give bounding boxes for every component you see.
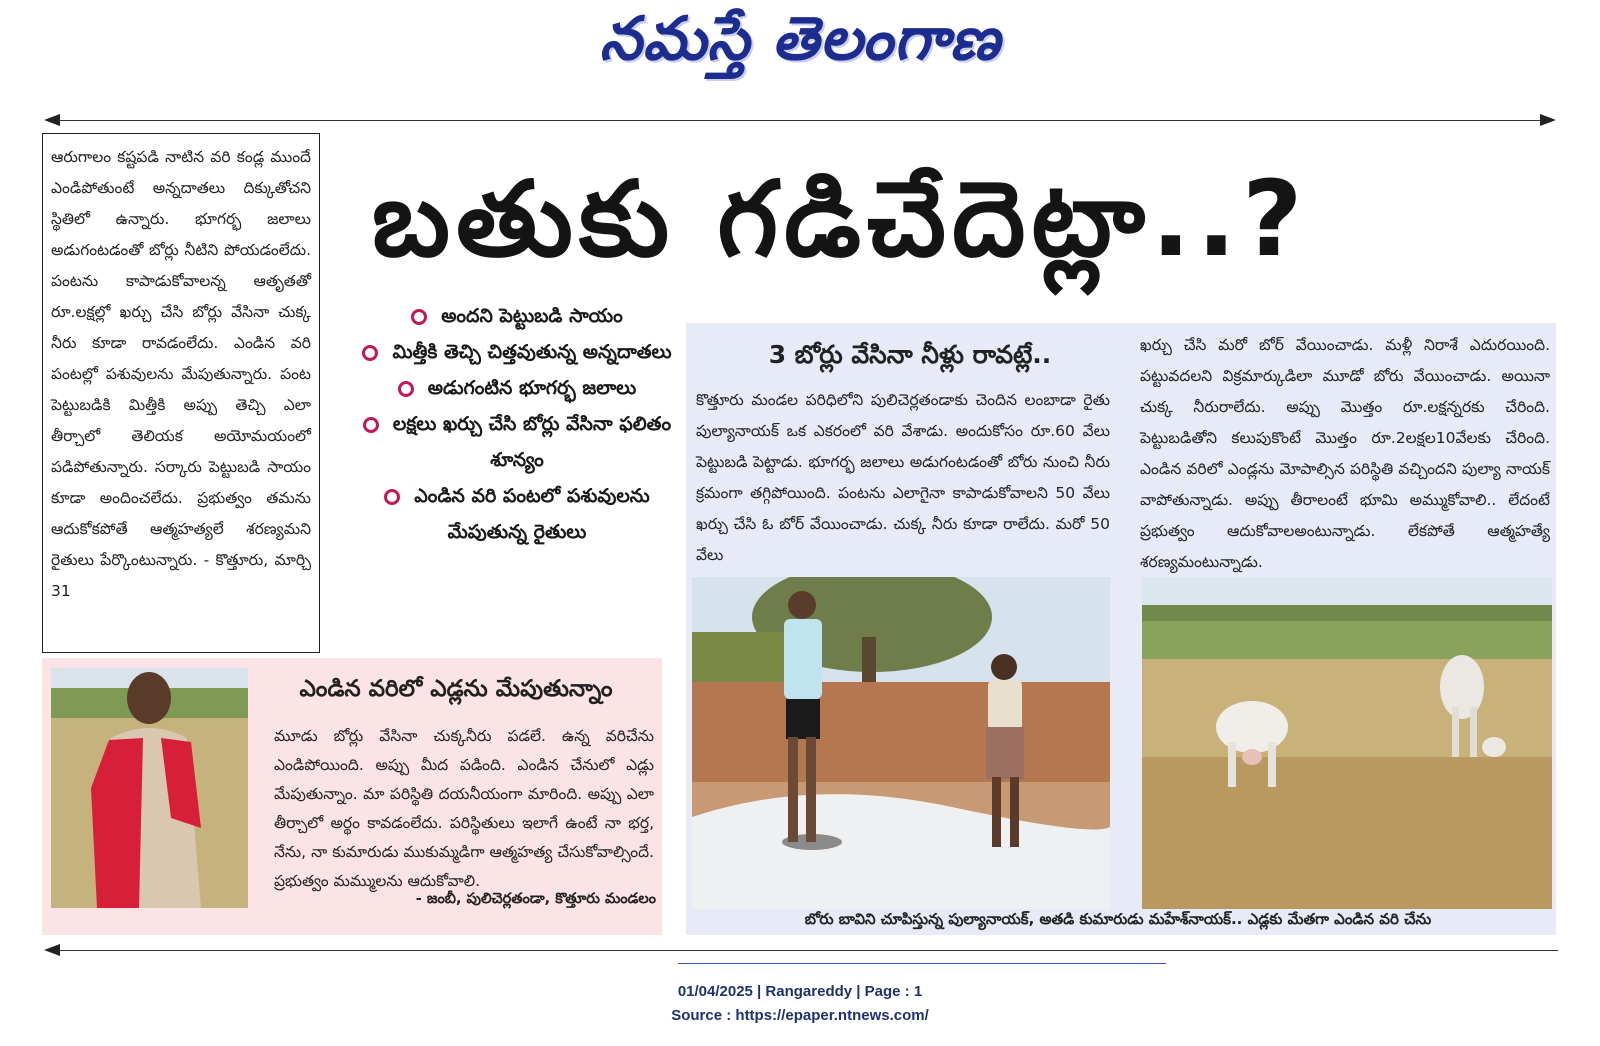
story-subhead: 3 బోర్లు వేసినా నీళ్లు రావట్లే..: [768, 340, 1052, 369]
quote-title: ఎండిన వరిలో ఎడ్లను మేపుతున్నాం: [299, 676, 613, 702]
photo-caption: బోరు బావిని చూపిస్తున్న పుల్యానాయక్, అతడి కుమారుడు మహేశ్‌నాయక్.. ఎడ్లకు మేతగా ఎండిన వరి చేను: [804, 910, 1432, 928]
bullet-icon: [363, 417, 379, 433]
footer-divider: [678, 963, 1166, 964]
borewell-photo: [692, 577, 1110, 909]
bullet-item: అందని పెట్టుబడి సాయం: [362, 298, 672, 334]
bullet-icon: [411, 309, 427, 325]
footer-edition: 01/04/2025 | Rangareddy | Page : 1: [677, 983, 923, 1000]
story-column-2: ఖర్చు చేసి మరో బోర్ వేయించాడు. మళ్లీ నిరాశే ఎదురయింది. పట్టువదలని విక్రమార్కుడిలా మూడో బోరు వేయించాడు. అయినా చుక్క నీరురాలేదు. అప్పు మొత్తం రూ.లక్షన్నరకు చేరింది. పెట్టుబడితోని కలుపుకొంటే మొత్తం రూ.2లక్షల10వేలకు చేరింది. ఎండిన వరిలో ఎండ్లను మోపాల్సిన పరిస్థితి వచ్చిందని పుల్యా నాయక్ వాపోతున్నాడు. అప్పు తీరాలంటే భూమి అమ్ముకోవాలి.. లేదంటే ప్రభుత్వం ఆదుకోవాలఅంటున్నాడు. లేకపోతే ఆత్మహత్యే శరణ్యమంటున్నాడు.: [1140, 336, 1550, 571]
bullet-icon: [384, 489, 400, 505]
intro-column: ఆరుగాలం కష్టపడి నాటిన వరి కండ్ల ముందే ఎండిపోతుంటే అన్నదాతలు దిక్కుతోచని స్థితిలో ఉన్నారు. భూగర్భ జలాలు అడుగంటడంతో బోర్లు నీటిని పోయడంలేదు. పంటను కాపాడుకోవాలన్న ఆతృతతో రూ.లక్షల్లో ఖర్చు చేసి బోర్లు వేసినా చుక్క నీరు కూడా రావడంలేదు. ఎండిన వరి పంటల్లో పశువులను మేపుతున్నారు. పంట పెట్టుబడికి మిత్తీకి అప్పు తెచ్చి ఎలా తీర్చాలో తెలియక అయోమయంలో పడిపోతున్నారు. సర్కారు పెట్టుబడి సాయం కూడా అందించలేదు. ప్రభుత్వం తమను ఆదుకోకపోతే ఆత్మహత్యలే శరణ్యమని రైతులు పేర్కొంటున్నారు. - కొత్తూరు, మార్చి 31: [42, 133, 320, 653]
bullet-item: అడుగంటిన భూగర్భ జలాలు: [362, 370, 672, 406]
highlight-bullets: [362, 298, 672, 550]
bullet-icon: [398, 381, 414, 397]
woman-farmer-photo: [51, 668, 248, 908]
masthead: నమస్తే తెలంగాణ: [599, 4, 1001, 74]
quote-text: మూడు బోర్లు వేసినా చుక్కనీరు పడలే. ఉన్న వరిచేను ఎండిపోయింది. అప్పు మీద పడింది. ఎండిన చేనులో ఎడ్లు మేపుతున్నాం. మా పరిస్థితి దయనీయంగా మారింది. అప్పు ఎలా తీర్చాలో అర్థం కావడంలేదు. పరిస్థితులు ఇలాగే ఉంటే నా భర్త, నేను, నా కుమారుడు ముకుమ్మడిగా ఆత్మహత్య చేసుకోవాల్సిందే. ప్రభుత్వం మమ్ములను ఆదుకోవాలి.: [274, 727, 654, 890]
bullet-item: ఎండిన వరి పంటలో పశువులను మేపుతున్న రైతులు: [362, 478, 672, 550]
quote-signature: - జంబీ, పులిచెర్లతండా, కొత్తూరు మండలం: [415, 891, 656, 907]
top-rule: [58, 120, 1544, 121]
bullet-item: మిత్తీకి తెచ్చి చిత్తవుతున్న అన్నదాతలు: [362, 334, 672, 370]
cattle-photo: [1142, 577, 1552, 909]
bullet-item: లక్షలు ఖర్చు చేసి బోర్లు వేసినా ఫలితం శూన్యం: [362, 406, 672, 478]
bottom-rule: [58, 950, 1558, 951]
story-column-1: కొత్తూరు మండల పరిధిలోని పులిచెర్లతండాకు చెందిన లంబాడా రైతు పుల్యానాయక్ ఒక ఎకరంలో వరి వేశాడు. అందుకోసం రూ.60 వేలు పెట్టుబడి పెట్టాడు. భూగర్భ జలాలు అడుగంటడంతో బోరు నుంచి నీరు క్రమంగా తగ్గిపోయింది. పంటను ఎలాగైనా కాపాడుకోవాలని 50 వేలు ఖర్చు చేసి ఓ బోర్ వేయించాడు. చుక్క నీరు కూడా రాలేదు. మరో 50 వేలు: [696, 391, 1110, 564]
rule-arrow-right-icon: [1540, 114, 1556, 126]
bullet-icon: [362, 345, 378, 361]
footer-source-link[interactable]: Source : https://epaper.ntnews.com/: [671, 1007, 929, 1024]
headline: బతుకు గడిచేదెట్లా..?: [372, 158, 1309, 280]
